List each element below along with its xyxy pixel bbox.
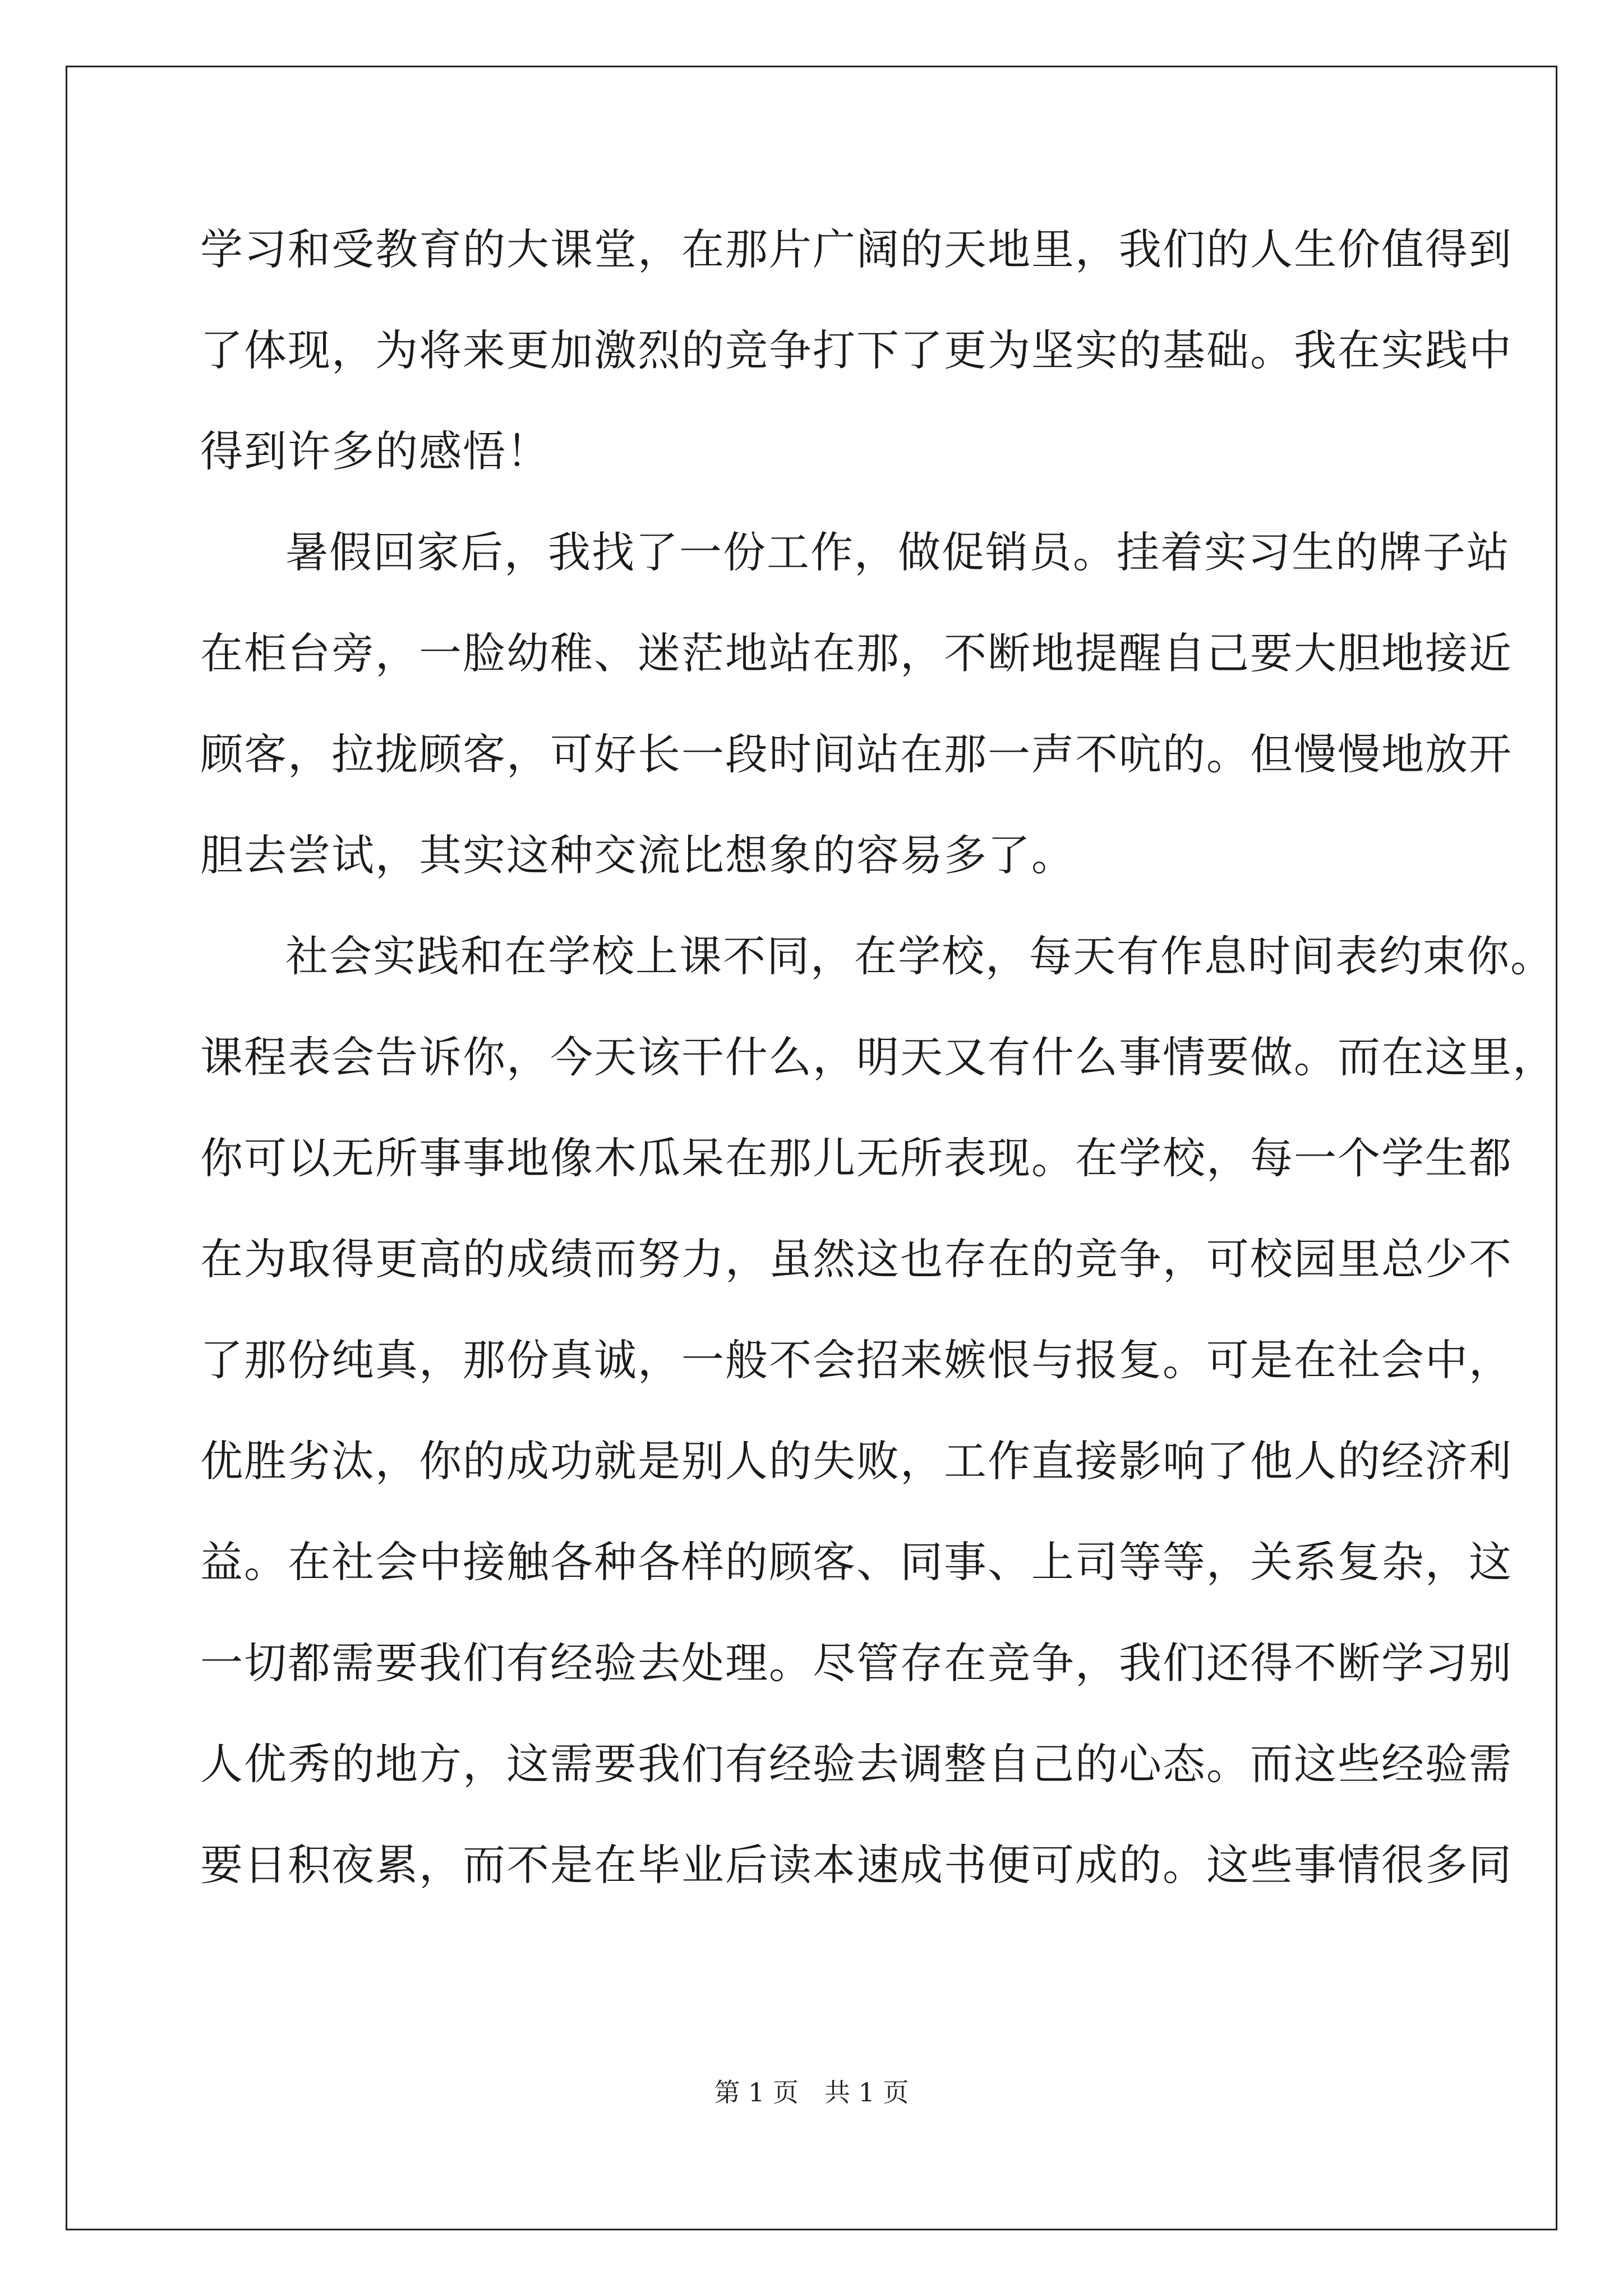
text-line-9: 课程表会告诉你，今天该干什么，明天又有什么事情要做。而在这里，	[200, 1032, 1556, 1082]
text-line-8: 社会实践和在学校上课不同，在学校，每天有作息时间表约束你。	[285, 931, 1554, 981]
text-line-5: 在柜台旁，一脸幼稚、迷茫地站在那，不断地提醒自己要大胆地接近	[200, 628, 1513, 678]
text-line-2: 了体现，为将来更加激烈的竞争打下了更为坚实的基础。我在实践中	[200, 325, 1513, 375]
text-line-7: 胆去尝试，其实这种交流比想象的容易多了。	[200, 830, 1075, 880]
text-line-12: 了那份纯真，那份真诚，一般不会招来嫉恨与报复。可是在社会中，	[200, 1335, 1513, 1385]
text-line-13: 优胜劣汰，你的成功就是别人的失败，工作直接影响了他人的经济利	[200, 1436, 1513, 1486]
text-line-4: 暑假回家后，我找了一份工作，做促销员。挂着实习生的牌子站	[285, 527, 1510, 577]
text-line-3: 得到许多的感悟！	[200, 426, 550, 476]
text-line-15: 一切都需要我们有经验去处理。尽管存在竞争，我们还得不断学习别	[200, 1638, 1513, 1688]
text-line-10: 你可以无所事事地像木瓜呆在那儿无所表现。在学校，每一个学生都	[200, 1133, 1513, 1183]
text-line-16: 人优秀的地方，这需要我们有经验去调整自己的心态。而这些经验需	[200, 1739, 1513, 1789]
text-line-6: 顾客，拉拢顾客，可好长一段时间站在那一声不吭的。但慢慢地放开	[200, 729, 1513, 779]
text-line-1: 学习和受教育的大课堂，在那片广阔的天地里，我们的人生价值得到	[200, 224, 1513, 274]
page-number-footer: 第 1 页 共 1 页	[714, 2077, 909, 2108]
text-line-11: 在为取得更高的成绩而努力，虽然这也存在的竞争，可校园里总少不	[200, 1234, 1513, 1284]
body-text	[200, 199, 1556, 1916]
text-line-14: 益。在社会中接触各种各样的顾客、同事、上司等等，关系复杂，这	[200, 1537, 1513, 1587]
text-line-17: 要日积夜累，而不是在毕业后读本速成书便可成的。这些事情很多同	[200, 1840, 1513, 1890]
